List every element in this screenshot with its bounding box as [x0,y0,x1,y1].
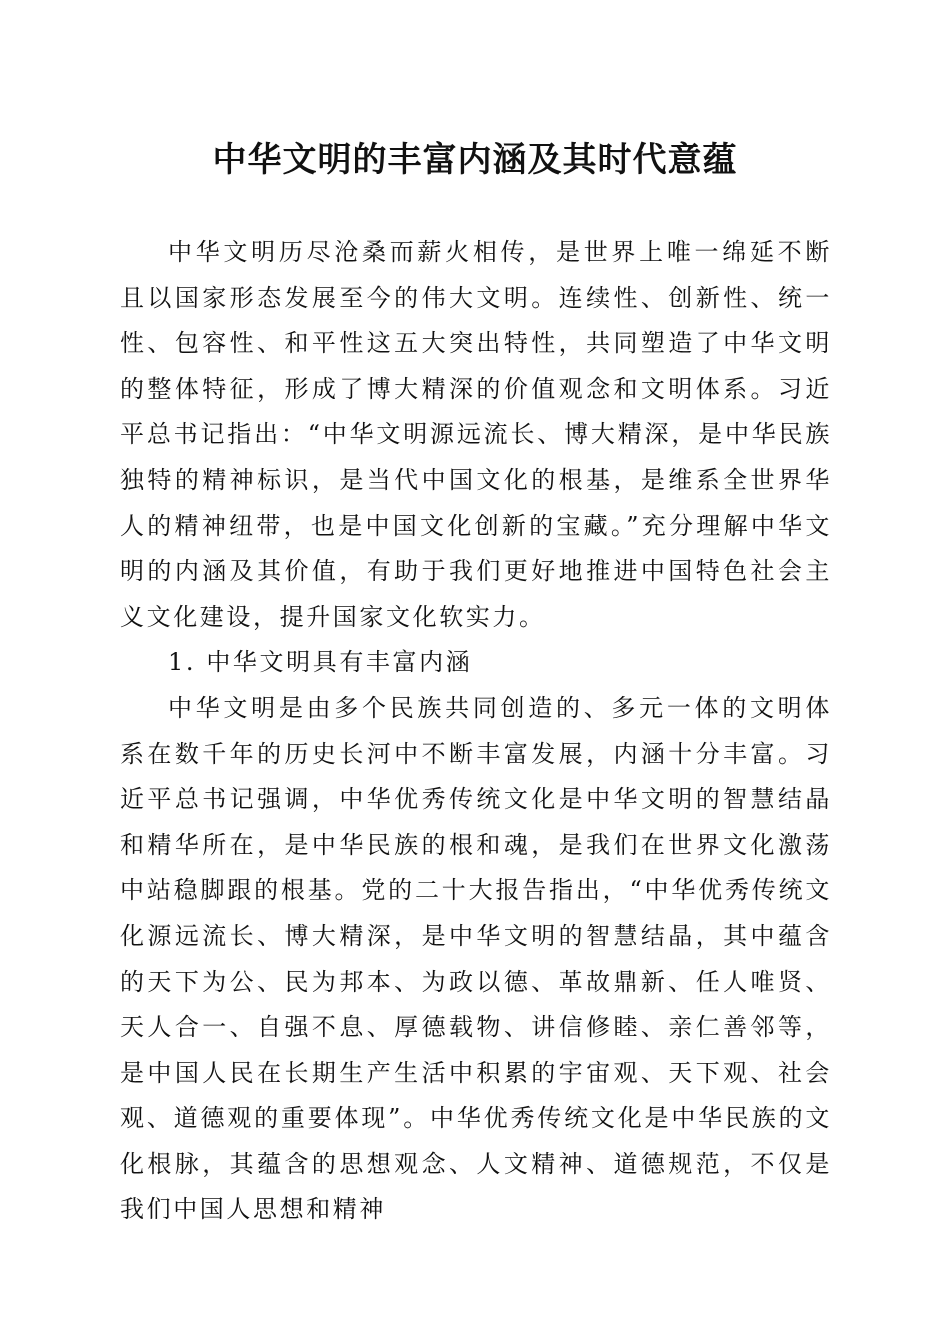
document-title: 中华文明的丰富内涵及其时代意蕴 [212,140,738,180]
section-heading-1: 1. 中华文明具有丰富内涵 [168,648,473,677]
document-body [120,230,832,1233]
paragraph-intro: 中华文明历尽沧桑而薪火相传，是世界上唯一绵延不断且以国家形态发展至今的伟大文明。连续性、创新性、统一性、包容性、和平性这五大突出特性，共同塑造了中华文明的整体特征，形成了博大精深的价值观念和文明体系。习近平总书记指出：“中华文明源远流长、博大精深，是中华民族独特的精神标识，是当代中国文化的根基，是维系全世界华人的精神纽带，也是中国文化创新的宝藏。”充分理解中华文明的内涵及其价值，有助于我们更好地推进中国特色社会主义文化建设，提升国家文化软实力。 [120,238,832,631]
paragraph-section-1: 中华文明是由多个民族共同创造的、多元一体的文明体系在数千年的历史长河中不断丰富发展，内涵十分丰富。习近平总书记强调，中华优秀传统文化是中华文明的智慧结晶和精华所在，是中华民族的根和魂，是我们在世界文化激荡中站稳脚跟的根基。党的二十大报告指出，“中华优秀传统文化源远流长、博大精深，是中华文明的智慧结晶，其中蕴含的天下为公、民为邦本、为政以德、革故鼎新、任人唯贤、天人合一、自强不息、厚德载物、讲信修睦、亲仁善邻等，是中国人民在长期生产生活中积累的宇宙观、天下观、社会观、道德观的重要体现”。中华优秀传统文化是中华民族的文化根脉，其蕴含的思想观念、人文精神、道德规范，不仅是我们中国人思想和精神 [120,693,832,1224]
